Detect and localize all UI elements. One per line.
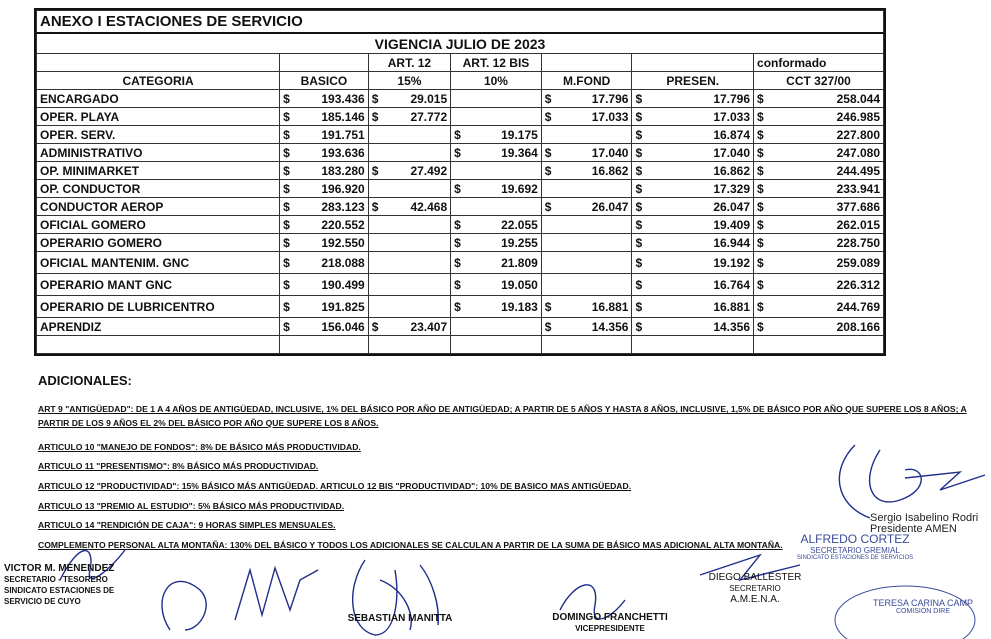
article-14: ARTICULO 14 "RENDICIÓN DE CAJA": 9 HORAS SIMPLES MENSUALES. bbox=[38, 520, 336, 530]
cell-mfond bbox=[556, 126, 632, 144]
cell-cct: 227.800 bbox=[768, 126, 884, 144]
cell-categoria: APRENDIZ bbox=[37, 318, 280, 336]
currency-symbol: $ bbox=[451, 296, 465, 318]
currency-symbol: $ bbox=[632, 216, 646, 234]
currency-symbol: $ bbox=[280, 234, 294, 252]
currency-symbol: $ bbox=[754, 274, 768, 296]
currency-symbol: $ bbox=[280, 180, 294, 198]
currency-symbol bbox=[541, 216, 555, 234]
cell-art12bis bbox=[465, 90, 541, 108]
cell-categoria: OFICIAL GOMERO bbox=[37, 216, 280, 234]
currency-symbol: $ bbox=[754, 162, 768, 180]
currency-symbol: $ bbox=[754, 318, 768, 336]
signatory-name: DIEGO BALLESTER bbox=[708, 572, 802, 583]
cell-presen: 14.356 bbox=[646, 318, 753, 336]
cell-art12bis: 19.175 bbox=[465, 126, 541, 144]
cell-cct: 259.089 bbox=[768, 252, 884, 274]
cell-mfond: 16.881 bbox=[556, 296, 632, 318]
stamp-name: ALFREDO CORTEZ bbox=[800, 532, 910, 546]
cell-basico: 283.123 bbox=[294, 198, 368, 216]
table-row bbox=[37, 144, 884, 162]
cell-cct: 244.769 bbox=[768, 296, 884, 318]
cell-art12 bbox=[381, 216, 451, 234]
cell-mfond: 26.047 bbox=[556, 198, 632, 216]
signatory-role: SECRETARIO bbox=[729, 584, 781, 593]
currency-symbol: $ bbox=[754, 234, 768, 252]
cell-art12 bbox=[381, 296, 451, 318]
currency-symbol: $ bbox=[632, 252, 646, 274]
cell-cct: 247.080 bbox=[768, 144, 884, 162]
table-body bbox=[37, 90, 884, 354]
cell-art12 bbox=[381, 126, 451, 144]
cell-categoria: OFICIAL MANTENIM. GNC bbox=[37, 252, 280, 274]
table-row bbox=[37, 198, 884, 216]
currency-symbol: $ bbox=[632, 144, 646, 162]
cell-categoria: OPER. SERV. bbox=[37, 126, 280, 144]
table-row bbox=[37, 216, 884, 234]
currency-symbol: $ bbox=[451, 252, 465, 274]
header-cct: CCT 327/00 bbox=[754, 72, 884, 90]
cell-art12bis bbox=[465, 162, 541, 180]
cell-basico: 220.552 bbox=[294, 216, 368, 234]
cell-basico: 192.550 bbox=[294, 234, 368, 252]
currency-symbol: $ bbox=[280, 162, 294, 180]
currency-symbol: $ bbox=[451, 180, 465, 198]
currency-symbol: $ bbox=[754, 144, 768, 162]
cell-categoria: CONDUCTOR AEROP bbox=[37, 198, 280, 216]
currency-symbol: $ bbox=[541, 108, 555, 126]
cell-cct: 377.686 bbox=[768, 198, 884, 216]
currency-symbol: $ bbox=[541, 144, 555, 162]
table-row bbox=[37, 274, 884, 296]
cell-art12bis bbox=[465, 318, 541, 336]
cell-cct: 228.750 bbox=[768, 234, 884, 252]
currency-symbol bbox=[541, 234, 555, 252]
cell-art12bis: 19.183 bbox=[465, 296, 541, 318]
currency-symbol bbox=[368, 274, 380, 296]
cell-presen: 17.796 bbox=[646, 90, 753, 108]
signatory-manitta: SEBASTIAN MANITTA bbox=[347, 613, 453, 624]
salary-table-sheet bbox=[34, 8, 886, 356]
currency-symbol: $ bbox=[754, 216, 768, 234]
cell-cct: 258.044 bbox=[768, 90, 884, 108]
currency-symbol bbox=[541, 252, 555, 274]
currency-symbol: $ bbox=[280, 252, 294, 274]
currency-symbol bbox=[541, 126, 555, 144]
header-art12bis-pct: 10% bbox=[451, 72, 542, 90]
header-art12: ART. 12 bbox=[368, 54, 450, 72]
cell-basico: 185.146 bbox=[294, 108, 368, 126]
cell-mfond: 16.862 bbox=[556, 162, 632, 180]
signatory-name: DOMINGO FRANCHETTI bbox=[552, 612, 668, 623]
cell-presen: 16.874 bbox=[646, 126, 753, 144]
cell-basico: 193.436 bbox=[294, 90, 368, 108]
currency-symbol: $ bbox=[451, 234, 465, 252]
stamp-name: TERESA CARINA CAMP bbox=[872, 598, 974, 608]
stamp-teresa bbox=[855, 598, 991, 615]
currency-symbol bbox=[368, 126, 380, 144]
currency-symbol: $ bbox=[632, 126, 646, 144]
signatory-org: SINDICATO ESTACIONES DE bbox=[4, 586, 115, 595]
currency-symbol: $ bbox=[632, 180, 646, 198]
adicionales-title: ADICIONALES: bbox=[38, 373, 132, 388]
cell-cct: 226.312 bbox=[768, 274, 884, 296]
table-row bbox=[37, 234, 884, 252]
cell-art12: 29.015 bbox=[381, 90, 451, 108]
cell-art12bis bbox=[465, 108, 541, 126]
currency-symbol: $ bbox=[632, 198, 646, 216]
currency-symbol: $ bbox=[754, 180, 768, 198]
cell-mfond: 17.040 bbox=[556, 144, 632, 162]
cell-basico: 190.499 bbox=[294, 274, 368, 296]
currency-symbol: $ bbox=[541, 90, 555, 108]
cell-art12bis: 19.692 bbox=[465, 180, 541, 198]
stamp-cortez bbox=[780, 532, 930, 561]
currency-symbol bbox=[368, 296, 380, 318]
signatory-org-2: SERVICIO DE CUYO bbox=[4, 597, 81, 606]
signatory-rodriguez bbox=[870, 513, 991, 535]
stamp-role: SECRETARIO GREMIAL bbox=[810, 546, 900, 555]
cell-art12bis: 19.255 bbox=[465, 234, 541, 252]
signatory-org: A.M.E.N.A. bbox=[730, 594, 780, 605]
cell-categoria: ADMINISTRATIVO bbox=[37, 144, 280, 162]
signatory-role: Presidente AMEN bbox=[870, 523, 957, 535]
cell-art12 bbox=[381, 252, 451, 274]
currency-symbol: $ bbox=[754, 90, 768, 108]
cell-basico: 218.088 bbox=[294, 252, 368, 274]
currency-symbol: $ bbox=[280, 318, 294, 336]
table-row bbox=[37, 296, 884, 318]
currency-symbol bbox=[451, 198, 465, 216]
cell-basico: 191.825 bbox=[294, 296, 368, 318]
salary-table bbox=[36, 10, 884, 354]
table-row-empty bbox=[37, 336, 884, 354]
currency-symbol: $ bbox=[451, 216, 465, 234]
currency-symbol: $ bbox=[280, 198, 294, 216]
cell-basico: 193.636 bbox=[294, 144, 368, 162]
currency-symbol: $ bbox=[541, 162, 555, 180]
cell-presen: 16.881 bbox=[646, 296, 753, 318]
currency-symbol bbox=[541, 274, 555, 296]
currency-symbol: $ bbox=[280, 90, 294, 108]
stamp-org: SINDICATO ESTACIONES DE SERVICIOS bbox=[796, 555, 914, 561]
cell-mfond bbox=[556, 274, 632, 296]
header-art12-pct: 15% bbox=[368, 72, 450, 90]
cell-mfond bbox=[556, 216, 632, 234]
cell-cct: 208.166 bbox=[768, 318, 884, 336]
cell-art12bis bbox=[465, 198, 541, 216]
cell-presen: 17.033 bbox=[646, 108, 753, 126]
alta-montana-complement: COMPLEMENTO PERSONAL ALTA MONTAÑA: 130% DEL BÁSICO Y TODOS LOS ADICIONALES SE CALCULAN A PARTIR DE LA SUMA DE BÁSICO MAS ADICIONAL ALTA MONTAÑA. bbox=[38, 540, 783, 550]
currency-symbol: $ bbox=[368, 318, 380, 336]
header-mfond: M.FOND bbox=[541, 72, 632, 90]
header-art12bis: ART. 12 BIS bbox=[451, 54, 542, 72]
currency-symbol: $ bbox=[368, 90, 380, 108]
currency-symbol: $ bbox=[280, 296, 294, 318]
article-13: ARTICULO 13 "PREMIO AL ESTUDIO": 5% BÁSICO MÁS PRODUCTIVIDAD. bbox=[38, 501, 345, 511]
currency-symbol: $ bbox=[632, 162, 646, 180]
article-9-line-2: PARTIR DE LOS 9 AÑOS EL 2% DEL BÁSICO POR AÑO QUE SUPERE LOS 8 AÑOS. bbox=[38, 418, 379, 428]
cell-art12 bbox=[381, 234, 451, 252]
header-conformado: conformado bbox=[754, 54, 884, 72]
currency-symbol: $ bbox=[632, 90, 646, 108]
cell-presen: 17.040 bbox=[646, 144, 753, 162]
cell-mfond bbox=[556, 234, 632, 252]
cell-art12: 42.468 bbox=[381, 198, 451, 216]
table-row bbox=[37, 162, 884, 180]
signatory-menendez bbox=[4, 563, 124, 607]
currency-symbol: $ bbox=[280, 216, 294, 234]
cell-cct: 244.495 bbox=[768, 162, 884, 180]
cell-presen: 16.764 bbox=[646, 274, 753, 296]
currency-symbol bbox=[368, 234, 380, 252]
currency-symbol: $ bbox=[280, 144, 294, 162]
currency-symbol bbox=[368, 180, 380, 198]
currency-symbol: $ bbox=[632, 318, 646, 336]
cell-art12: 23.407 bbox=[381, 318, 451, 336]
cell-mfond: 17.033 bbox=[556, 108, 632, 126]
table-row bbox=[37, 126, 884, 144]
currency-symbol: $ bbox=[368, 162, 380, 180]
cell-art12 bbox=[381, 144, 451, 162]
table-row bbox=[37, 252, 884, 274]
currency-symbol: $ bbox=[632, 234, 646, 252]
cell-basico: 191.751 bbox=[294, 126, 368, 144]
signatory-role: SECRETARIO - TESORERO bbox=[4, 575, 108, 584]
cell-mfond bbox=[556, 180, 632, 198]
signatory-name: Sergio Isabelino Rodri bbox=[870, 512, 979, 524]
cell-art12bis: 19.364 bbox=[465, 144, 541, 162]
cell-art12 bbox=[381, 274, 451, 296]
signatory-ballester bbox=[700, 572, 810, 605]
signatory-role: VICEPRESIDENTE bbox=[575, 624, 645, 633]
article-12: ARTICULO 12 "PRODUCTIVIDAD": 15% BÁSICO MÁS ANTIGÜEDAD. ARTICULO 12 BIS "PRODUCTIVIDAD": 10% DE BASICO MAS ANTIGÜEDAD. bbox=[38, 481, 632, 491]
currency-symbol bbox=[368, 216, 380, 234]
currency-symbol bbox=[451, 162, 465, 180]
signatory-name: VICTOR M. MENENDEZ bbox=[4, 563, 115, 574]
currency-symbol: $ bbox=[632, 108, 646, 126]
cell-art12bis: 22.055 bbox=[465, 216, 541, 234]
cell-cct: 233.941 bbox=[768, 180, 884, 198]
cell-mfond: 14.356 bbox=[556, 318, 632, 336]
cell-presen: 19.192 bbox=[646, 252, 753, 274]
cell-categoria: ENCARGADO bbox=[37, 90, 280, 108]
cell-categoria: OPERARIO DE LUBRICENTRO bbox=[37, 296, 280, 318]
table-row bbox=[37, 90, 884, 108]
currency-symbol: $ bbox=[451, 126, 465, 144]
cell-presen: 16.862 bbox=[646, 162, 753, 180]
header-basico: BASICO bbox=[280, 72, 369, 90]
currency-symbol: $ bbox=[754, 252, 768, 274]
cell-presen: 19.409 bbox=[646, 216, 753, 234]
cell-categoria: OPERARIO GOMERO bbox=[37, 234, 280, 252]
currency-symbol: $ bbox=[451, 144, 465, 162]
cell-cct: 246.985 bbox=[768, 108, 884, 126]
cell-presen: 17.329 bbox=[646, 180, 753, 198]
currency-symbol: $ bbox=[541, 198, 555, 216]
currency-symbol bbox=[541, 180, 555, 198]
cell-mfond bbox=[556, 252, 632, 274]
cell-categoria: OPERARIO MANT GNC bbox=[37, 274, 280, 296]
table-row bbox=[37, 180, 884, 198]
currency-symbol: $ bbox=[368, 108, 380, 126]
cell-art12 bbox=[381, 180, 451, 198]
cell-basico: 183.280 bbox=[294, 162, 368, 180]
cell-categoria: OP. MINIMARKET bbox=[37, 162, 280, 180]
validity-title: VIGENCIA JULIO DE 2023 bbox=[37, 33, 884, 54]
stamp-role: COMISIÓN DIRE bbox=[895, 608, 951, 615]
article-9-line-1: ART 9 "ANTIGÜEDAD": DE 1 A 4 AÑOS DE ANTIGÜEDAD, INCLUSIVE, 1% DEL BÁSICO POR AÑO DE ANTIGÜEDAD; A PARTIR DE 5 AÑOS Y HASTA 8 AÑOS, INCLUSIVE, 1,5% DE BÁSICO POR AÑO QUE SUPERE LOS 8 AÑOS; A bbox=[38, 404, 967, 414]
cell-categoria: OPER. PLAYA bbox=[37, 108, 280, 126]
currency-symbol bbox=[368, 144, 380, 162]
currency-symbol: $ bbox=[632, 274, 646, 296]
currency-symbol: $ bbox=[280, 126, 294, 144]
currency-symbol: $ bbox=[280, 274, 294, 296]
table-row bbox=[37, 318, 884, 336]
currency-symbol bbox=[451, 108, 465, 126]
currency-symbol: $ bbox=[541, 296, 555, 318]
currency-symbol: $ bbox=[754, 108, 768, 126]
currency-symbol: $ bbox=[280, 108, 294, 126]
cell-categoria: OP. CONDUCTOR bbox=[37, 180, 280, 198]
article-10: ARTICULO 10 "MANEJO DE FONDOS": 8% DE BÁSICO MÁS PRODUCTIVIDAD. bbox=[38, 442, 361, 452]
currency-symbol: $ bbox=[754, 126, 768, 144]
signatory-franchetti bbox=[545, 612, 675, 634]
table-row bbox=[37, 108, 884, 126]
currency-symbol: $ bbox=[632, 296, 646, 318]
cell-art12bis: 19.050 bbox=[465, 274, 541, 296]
cell-presen: 26.047 bbox=[646, 198, 753, 216]
article-11: ARTICULO 11 "PRESENTISMO": 8% BÁSICO MÁS PRODUCTIVIDAD. bbox=[38, 461, 319, 471]
currency-symbol: $ bbox=[368, 198, 380, 216]
currency-symbol bbox=[451, 90, 465, 108]
cell-art12bis: 21.809 bbox=[465, 252, 541, 274]
cell-basico: 156.046 bbox=[294, 318, 368, 336]
cell-cct: 262.015 bbox=[768, 216, 884, 234]
cell-art12: 27.492 bbox=[381, 162, 451, 180]
cell-art12: 27.772 bbox=[381, 108, 451, 126]
header-categoria: CATEGORIA bbox=[37, 72, 280, 90]
currency-symbol: $ bbox=[754, 198, 768, 216]
currency-symbol: $ bbox=[451, 274, 465, 296]
cell-presen: 16.944 bbox=[646, 234, 753, 252]
cell-basico: 196.920 bbox=[294, 180, 368, 198]
cell-mfond: 17.796 bbox=[556, 90, 632, 108]
currency-symbol: $ bbox=[754, 296, 768, 318]
annex-title: ANEXO I ESTACIONES DE SERVICIO bbox=[37, 11, 884, 34]
currency-symbol bbox=[368, 252, 380, 274]
header-presen: PRESEN. bbox=[632, 72, 754, 90]
currency-symbol bbox=[451, 318, 465, 336]
currency-symbol: $ bbox=[541, 318, 555, 336]
